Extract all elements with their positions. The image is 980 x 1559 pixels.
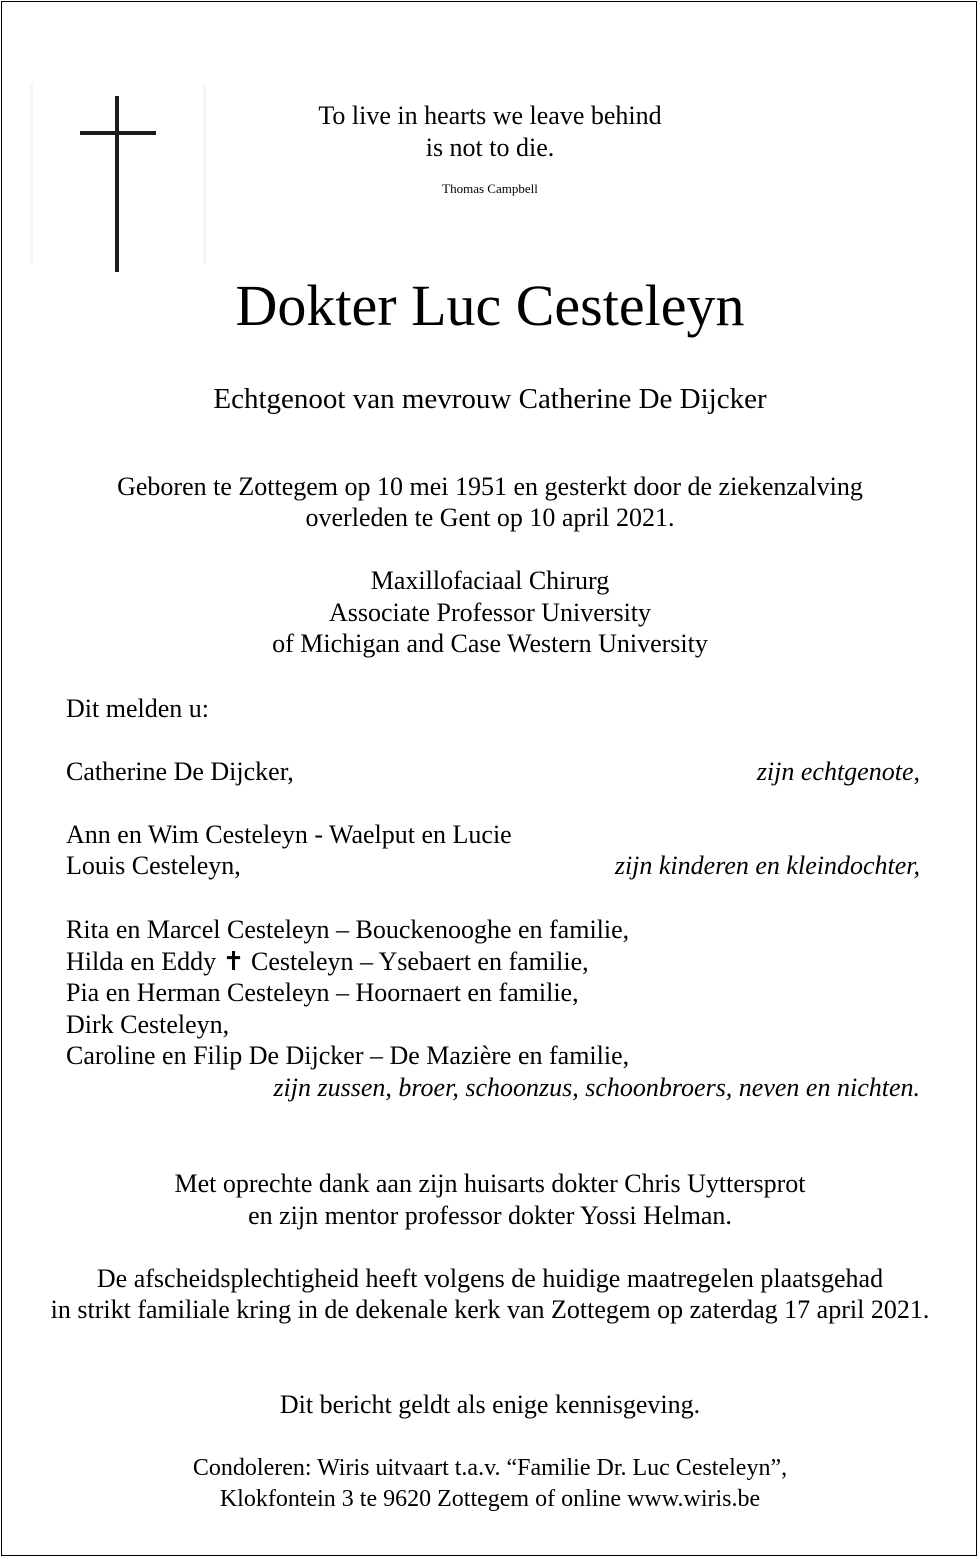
spouse-name: Catherine De Dijcker, xyxy=(66,757,294,786)
deceased-name: Dokter Luc Cesteleyn xyxy=(235,273,745,338)
spouse-relation: zijn echtgenote, xyxy=(756,757,920,786)
death-line: overleden te Gent op 10 april 2021. xyxy=(305,503,675,532)
quote-line-1: To live in hearts we leave behind xyxy=(318,101,662,130)
notice-line: Dit bericht geldt als enige kennisgeving. xyxy=(279,1390,701,1419)
birth-line: Geboren te Zottegem op 10 mei 1951 en gesterkt door de ziekenzalving xyxy=(117,472,863,501)
children-relation: zijn kinderen en kleindochter, xyxy=(614,851,920,880)
siblings-relation: zijn zussen, broer, schoonzus, schoonbroers, neven en nichten. xyxy=(273,1073,920,1102)
children-line-1: Ann en Wim Cesteleyn - Waelput en Lucie xyxy=(66,820,512,849)
children-line-2: Louis Cesteleyn, xyxy=(66,851,241,880)
thanks-line-1: Met oprechte dank aan zijn huisarts dokter Chris Uyttersprot xyxy=(174,1169,806,1198)
condolences-line-2: Klokfontein 3 te 9620 Zottegem of online www.wiris.be xyxy=(219,1486,761,1512)
sibling-line: Pia en Herman Cesteleyn – Hoornaert en familie, xyxy=(66,978,579,1007)
sibling-line: Caroline en Filip De Dijcker – De Mazière en familie, xyxy=(66,1041,630,1070)
profession-line-3: of Michigan and Case Western University xyxy=(272,629,708,658)
ceremony-line-2: in strikt familiale kring in de dekenale kerk van Zottegem op zaterdag 17 april 2021. xyxy=(50,1295,930,1324)
spouse-line: Echtgenoot van mevrouw Catherine De Dijcker xyxy=(213,383,767,415)
sibling-line: Rita en Marcel Cesteleyn – Bouckenooghe en familie, xyxy=(66,915,630,944)
profession-line-1: Maxillofaciaal Chirurg xyxy=(370,566,610,595)
announcement-intro: Dit melden u: xyxy=(66,694,209,723)
quote-author: Thomas Campbell xyxy=(442,181,538,196)
quote-line-2: is not to die. xyxy=(425,133,555,162)
condolences-line-1: Condoleren: Wiris uitvaart t.a.v. “Familie Dr. Luc Cesteleyn”, xyxy=(192,1455,788,1481)
sibling-line: Hilda en Eddy ✝ Cesteleyn – Ysebaert en familie, xyxy=(66,947,589,976)
thanks-line-2: en zijn mentor professor dokter Yossi Helman. xyxy=(248,1201,732,1230)
ceremony-line-1: De afscheidsplechtigheid heeft volgens de huidige maatregelen plaatsgehad xyxy=(96,1264,884,1293)
profession-line-2: Associate Professor University xyxy=(328,598,652,627)
sibling-line: Dirk Cesteleyn, xyxy=(66,1010,230,1039)
